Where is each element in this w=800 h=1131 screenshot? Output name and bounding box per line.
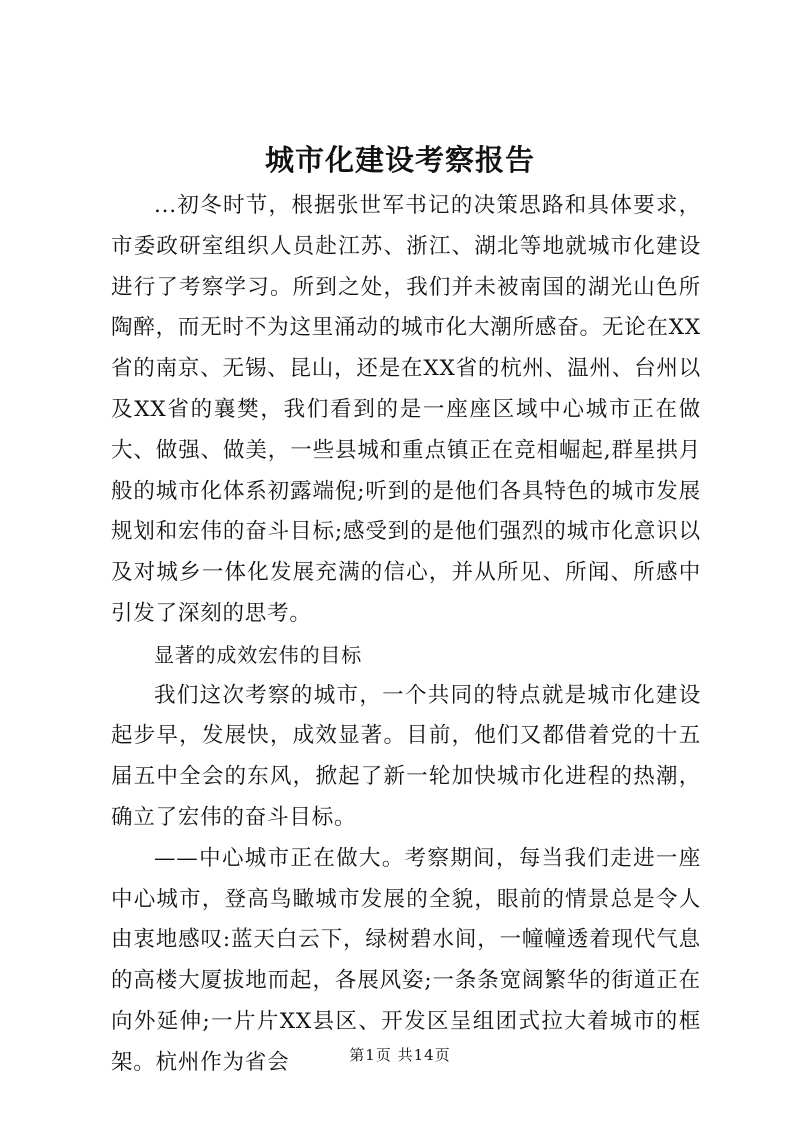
- paragraph-intro: ...初冬时节，根据张世军书记的决策思路和具体要求，市委政研室组织人员赴江苏、浙江、湖北等地就城市化建设进行了考察学习。所到之处，我们并未被南国的湖光山色所陶醉，而无时不为这里涌动的城市化大潮所感奋。无论在XX省的南京、无锡、昆山，还是在XX省的杭州、温州、台州以及XX省的襄樊，我们看到的是一座座区域中心城市正在做大、做强、做美，一些县城和重点镇正在竞相崛起,群星拱月般的城市化体系初露端倪;听到的是他们各具特色的城市发展规划和宏伟的奋斗目标;感受到的是他们强烈的城市化意识以及对城乡一体化发展充满的信心，并从所见、所闻、所感中引发了深刻的思考。: [111, 193, 701, 626]
- paragraph-central-city: ——中心城市正在做大。考察期间，每当我们走进一座中心城市，登高鸟瞰城市发展的全貌，眼前的情景总是令人由衷地感叹:蓝天白云下，绿树碧水间，一幢幢透着现代气息的高楼大厦拔地而起，各展风姿;一条条宽阔繁华的街道正在向外延伸;一片片XX县区、开发区呈组团式拉大着城市的框架。杭州作为省会: [111, 845, 701, 1075]
- document-title: 城市化建设考察报告: [264, 143, 535, 177]
- document-body: [111, 186, 701, 1084]
- paragraph-overview: 我们这次考察的城市，一个共同的特点就是城市化建设起步早，发展快，成效显著。目前，他们又都借着党的十五届五中全会的东风，掀起了新一轮加快城市化进程的热潮，确立了宏伟的奋斗目标。: [111, 682, 701, 830]
- page-footer: 第1页 共14页: [349, 1046, 451, 1064]
- section-heading: 显著的成效宏伟的目标: [154, 642, 362, 667]
